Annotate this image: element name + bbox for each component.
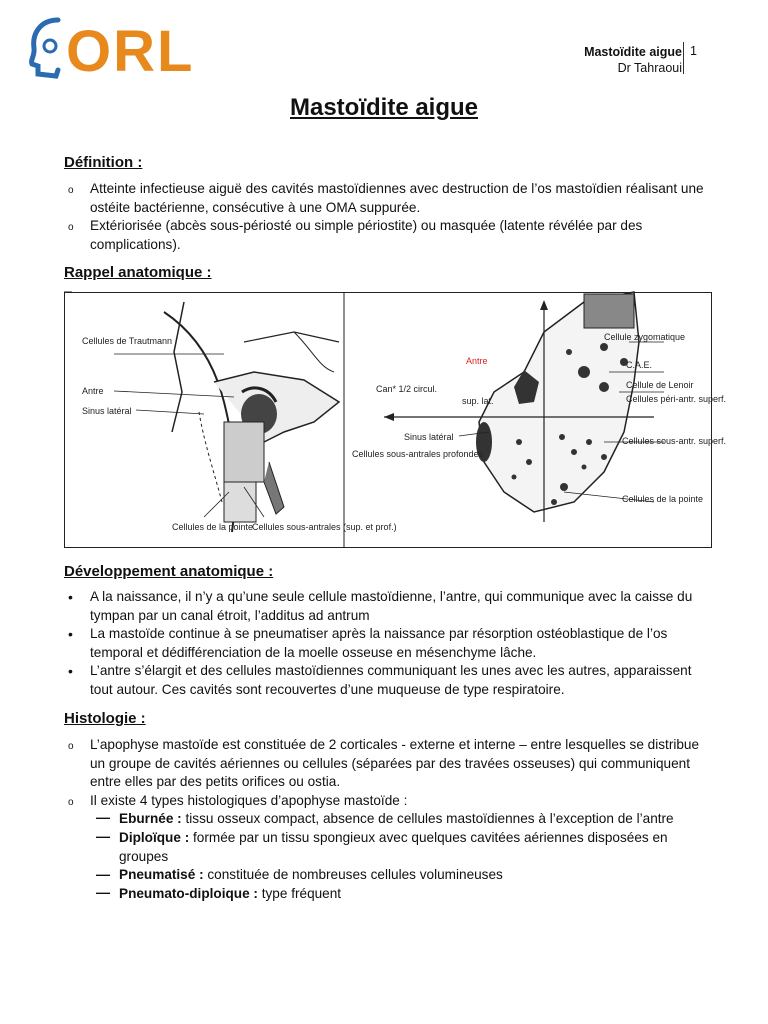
developpement-item: L’antre s’élargit et des cellules mastoïdiennes communiquant les unes avec les autres, apparaissent tout autour. Ces cavités sont recouvertes d’une muqueuse de type respiratoire. [90,663,692,697]
mastoid-lateral-view [82,302,397,532]
label-cellules-peri-antr: Cellules péri-antr. superf. [626,394,727,404]
label-sous-antr-superf: Cellules sous-antr. superf. [622,436,727,446]
histology-type [119,885,719,904]
definition-heading: Définition : [64,154,143,171]
label-antre: Antre [82,386,104,396]
type-term: Pneumatisé : [119,867,204,882]
dash-bullet-icon: — [96,884,110,900]
label-cellule-zygomatique: Cellule zygomatique [604,332,686,342]
circle-bullet-icon: o [68,222,74,233]
dash-bullet-icon: — [96,828,110,844]
type-desc: type fréquent [257,886,342,901]
label-sup-lat: sup. lat. [462,396,494,406]
type-term: Diploïque : [119,830,190,845]
type-desc: tissu osseux compact, absence de cellules mastoïdiennes à l’exception de l’antre [181,811,674,826]
type-desc: constituée de nombreuses cellules volumineuses [203,867,503,882]
developpement-heading: Développement anatomique : [64,563,274,580]
dash-bullet-icon: — [96,809,110,825]
histology-type [119,829,719,866]
page-title: Mastoïdite aigue [289,94,479,121]
page-number: 1 [690,44,697,58]
type-desc: formée par un tissu spongieux avec quelques cavitées aériennes disposées en groupes [119,830,668,864]
label-cellules-pointe-right: Cellules de la pointe [622,494,704,504]
label-antre-right: Antre [466,356,488,366]
label-cellules-sous-antrales: Cellules sous-antrales (sup. et prof.) [252,522,397,532]
label-cellules-trautmann: Cellules de Trautmann [82,336,173,346]
logo-text: ORL [66,19,195,84]
rappel-heading: Rappel anatomique : [64,264,212,281]
dot-bullet-icon: • [68,663,73,679]
circle-bullet-icon: o [68,185,74,196]
mastoid-section-view [352,292,726,522]
anatomy-figure [64,292,727,548]
histology-type [119,810,719,829]
developpement-item: A la naissance, il n’y a qu’une seule cellule mastoïdienne, l’antre, qui communique avec la caisse du tympan par un canal étroit, l’additus ad antrum [90,589,693,623]
orl-logo [26,14,195,84]
histologie-item: Il existe 4 types histologiques d’apophyse mastoïde : [90,793,408,808]
page-header [584,44,682,76]
label-sinus-lateral: Sinus latéral [82,406,132,416]
histology-type [119,866,719,885]
header-divider [683,42,684,74]
label-sinus-lateral-right: Sinus latéral [404,432,454,442]
circle-bullet-icon: o [68,741,74,752]
label-sous-antrales-prof: Cellules sous-antrales profondes [352,449,484,459]
type-term: Pneumato-diploique : [119,886,258,901]
type-term: Eburnée : [119,811,182,826]
header-author: Dr Tahraoui [617,61,682,75]
developpement-item: La mastoïde continue à se pneumatiser après la naissance par résorption ostéoblastique de l’os temporal et dédifférenciation de la moelle osseuse en mésenchyme lâche. [90,626,668,660]
header-doc-title: Mastoïdite aigue [584,45,682,59]
dot-bullet-icon: • [68,626,73,642]
definition-item: Extériorisée (abcès sous-périosté ou simple périostite) ou masquée (latente révélée par des complications). [90,218,643,252]
label-cellule-lenoir: Cellule de Lenoir [626,380,694,390]
dash-bullet-icon: — [96,866,110,882]
definition-item: Atteinte infectieuse aiguë des cavités mastoïdiennes avec destruction de l’os mastoïdien réalisant une ostéite bactérienne, consécutive à une OMA suppurée. [90,181,704,215]
histologie-item: L’apophyse mastoïde est constituée de 2 corticales - externe et interne – entre lesquelles se distribue un groupe de cavités aériennes ou cellules (séparées par des travées osseuses) qui communiquent entre elles par des petits orifices ou ostia. [90,737,700,789]
label-cellules-pointe: Cellules de la pointe [172,522,254,532]
histologie-heading: Histologie : [64,710,146,727]
circle-bullet-icon: o [68,797,74,808]
dot-bullet-icon: • [68,589,73,605]
label-canal-semicirc: Can* 1/2 circul. [376,384,438,394]
label-cae: C.A.E. [626,360,653,370]
